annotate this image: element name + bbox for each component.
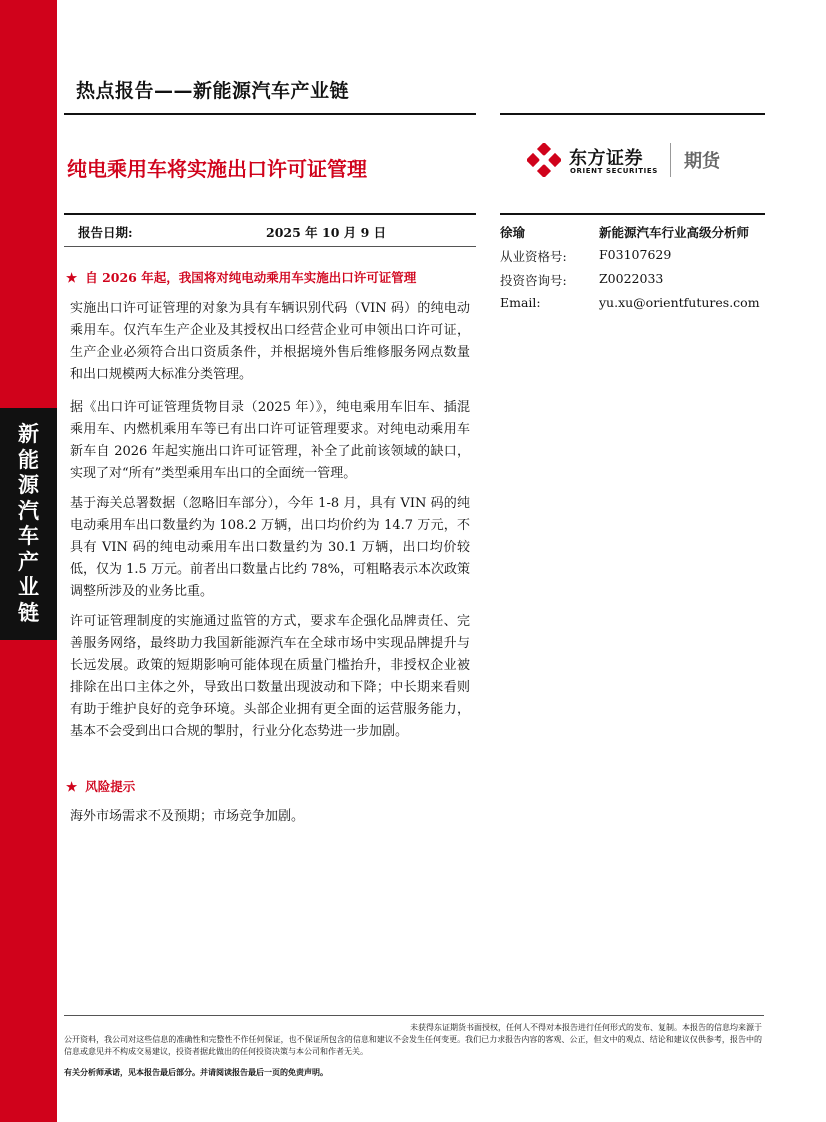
header-rule-right	[500, 113, 765, 115]
tab-char: 能	[18, 447, 39, 472]
risk-title-text: 风险提示	[85, 779, 136, 794]
logo-chinese-text: 东方证券	[569, 148, 643, 169]
key-point-headline	[66, 268, 416, 286]
body-paragraph-4: 许可证管理制度的实施通过监管的方式，要求车企强化品牌责任、完善服务网络，最终助力我国新能源汽车在全球市场中实现品牌提升与长远发展。政策的短期影响可能体现在质量门槛抬升，非授权企业被排除在出口主体之外，导致出口数量出现波动和下降；中长期来看则有助于维护良好的竞争环境。头部企业拥有更全面的运营服务能力，基本不会受到出口合规的掣肘，行业分化态势进一步加剧。	[70, 614, 470, 739]
footer-rule	[64, 1015, 764, 1016]
star-icon: ★	[66, 779, 78, 794]
body-paragraph-1: 实施出口许可证管理的对象为具有车辆识别代码（VIN 码）的纯电动乘用车。仅汽车生产企业及其授权出口经营企业可申领出口许可证，生产企业必须符合出口资质条件，并根据境外售后维修服务网点数量和出口规模两大标准分类管理。	[70, 301, 470, 382]
logo-divider	[670, 143, 671, 177]
risk-title	[66, 777, 135, 795]
body-paragraph-3: 基于海关总署数据（忽略旧车部分），今年 1-8 月，具有 VIN 码的纯电动乘用车出口数量约为 108.2 万辆，出口均价约为 14.7 万元，不具有 VIN 码的纯电动乘用车出口数量约为 30.1 万辆，出口均价较低，仅为 1.5 万元。前者出口数量占比约 78%，可粗略表示本次政策调整所涉及的业务比重。	[70, 496, 470, 599]
footer-disclaimer	[64, 1022, 762, 1058]
email-link[interactable]: yu.xu@orientfutures.com	[599, 295, 760, 310]
tab-char: 车	[18, 524, 39, 548]
date-rule-bottom	[64, 246, 476, 247]
header-rule-left	[64, 113, 476, 115]
date-value: 2025 年 10 月 9 日	[266, 225, 387, 240]
disclaimer-line-1: 未获得东证期货书面授权，任何人不得对本报告进行任何形式的发布、复制。本报告的信息均来源于	[410, 1023, 762, 1032]
date-label: 报告日期:	[78, 225, 133, 240]
analyst-rule	[500, 213, 765, 215]
date-rule-top	[64, 213, 476, 215]
headline-text: 自 2026 年起，我国将对纯电动乘用车实施出口许可证管理	[85, 270, 417, 285]
cert-value: F03107629	[599, 247, 672, 262]
body-paragraph-2: 据《出口许可证管理货物目录（2025 年）》，纯电乘用车旧车、插混乘用车、内燃机乘用车等已有出口许可证管理要求。对纯电动乘用车新车自 2026 年起实施出口许可证管理，补全了此前该领域的缺口，实现了对“所有”类型乘用车出口的全面统一管理。	[70, 400, 470, 481]
sidebar-category-tab	[0, 408, 57, 640]
analyst-role: 新能源汽车行业高级分析师	[599, 225, 750, 240]
risk-text: 海外市场需求不及预期；市场竞争加剧。	[70, 809, 305, 824]
email-label: Email:	[500, 295, 541, 310]
tab-char: 新	[18, 422, 39, 446]
logo-english-text: ORIENT SECURITIES	[570, 167, 658, 175]
analyst-commitment-note: 有关分析师承诺，见本报告最后部分。并请阅读报告最后一页的免责声明。	[64, 1067, 328, 1077]
disclaimer-rest: 公开资料，我公司对这些信息的准确性和完整性不作任何保证，也不保证所包含的信息和建议不会发生任何变更。我们已力求报告内容的客观、公正，但文中的观点、结论和建议仅供参考，报告中的信息或意见并不构成交易建议，投资者据此做出的任何投资决策与本公司和作者无关。	[64, 1035, 762, 1056]
company-logo	[527, 143, 767, 181]
tab-char: 源	[18, 473, 39, 497]
cert-label: 从业资格号:	[500, 249, 567, 264]
star-icon: ★	[66, 270, 78, 285]
logo-suffix: 期货	[684, 151, 720, 172]
tab-char: 业	[18, 575, 39, 599]
tab-char: 链	[18, 600, 39, 625]
tab-char: 汽	[18, 498, 39, 523]
consult-label: 投资咨询号:	[500, 273, 567, 288]
orient-logo-icon	[527, 143, 561, 177]
analyst-name: 徐瑜	[500, 225, 526, 240]
header-title: 热点报告——新能源汽车产业链	[76, 80, 350, 102]
consult-value: Z0022033	[599, 271, 664, 286]
report-title: 纯电乘用车将实施出口许可证管理	[67, 157, 367, 181]
analyst-info	[500, 223, 780, 319]
tab-char: 产	[18, 549, 39, 574]
